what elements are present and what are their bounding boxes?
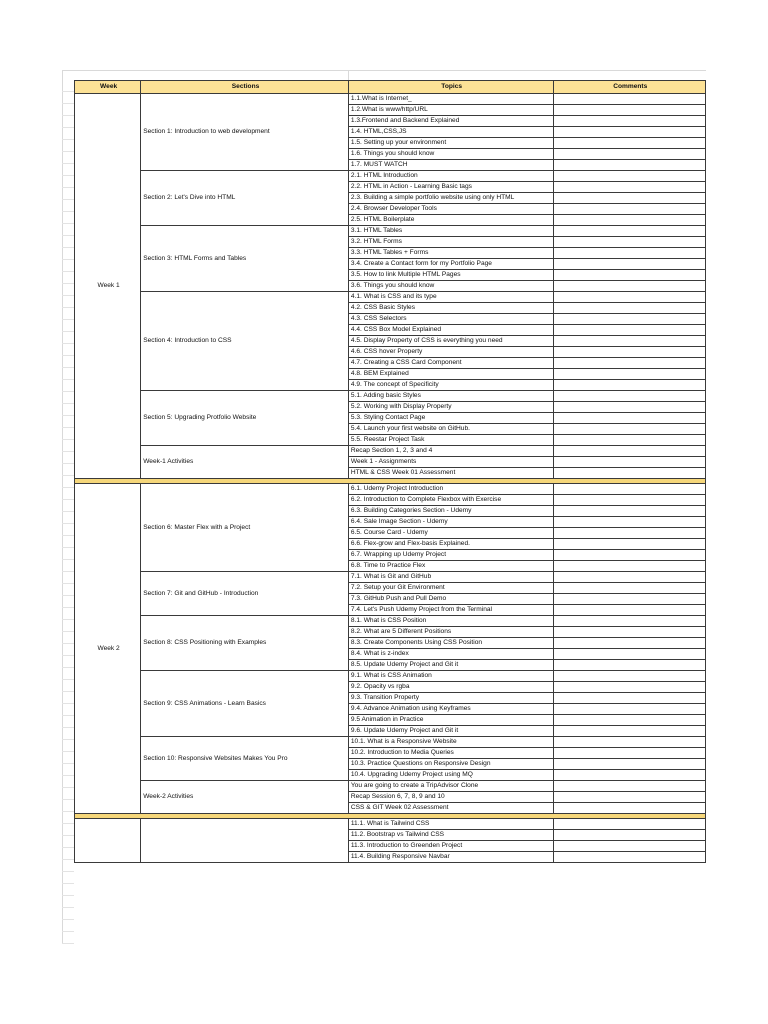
- topic-cell[interactable]: 6.2. Introduction to Complete Flexbox with Exercise: [348, 495, 553, 506]
- comment-cell[interactable]: [553, 193, 706, 204]
- section-cell[interactable]: Section 4: Introduction to CSS: [141, 292, 349, 391]
- comment-cell[interactable]: [553, 704, 706, 715]
- section-cell[interactable]: Section 8: CSS Positioning with Examples: [141, 616, 349, 671]
- row-gutter-cell: [62, 404, 74, 416]
- topic-cell[interactable]: 1.5. Setting up your environment: [348, 138, 553, 149]
- topic-cell[interactable]: 8.4. What is z-index: [348, 649, 553, 660]
- table-row: [75, 616, 706, 627]
- comment-cell[interactable]: [553, 149, 706, 160]
- schedule-body: [75, 94, 706, 863]
- row-gutter-cell: [62, 476, 74, 488]
- comment-cell[interactable]: [553, 402, 706, 413]
- row-gutter-cell: [62, 596, 74, 608]
- section-cell[interactable]: Section 1: Introduction to web development: [141, 94, 349, 171]
- row-gutter-cell: [62, 80, 74, 92]
- row-gutter-cell: [62, 896, 74, 908]
- row-gutter-cell: [62, 716, 74, 728]
- row-gutter-cell: [62, 284, 74, 296]
- comment-cell[interactable]: [553, 314, 706, 325]
- comment-cell[interactable]: [553, 248, 706, 259]
- topic-cell[interactable]: 1.3.Frontend and Backend Explained: [348, 116, 553, 127]
- topic-cell[interactable]: 2.2. HTML in Action - Learning Basic tags: [348, 182, 553, 193]
- comment-cell[interactable]: [553, 726, 706, 737]
- comment-cell[interactable]: [553, 182, 706, 193]
- comment-cell[interactable]: [553, 226, 706, 237]
- topic-cell[interactable]: 9.5 Animation in Practice: [348, 715, 553, 726]
- row-gutter-cell: [62, 548, 74, 560]
- row-gutter-cell: [62, 872, 74, 884]
- topic-cell[interactable]: 6.5. Course Card - Udemy: [348, 528, 553, 539]
- row-gutter-cell: [62, 92, 74, 104]
- row-gutter-cell: [62, 428, 74, 440]
- row-gutter-cell: [62, 632, 74, 644]
- row-gutter-cell: [62, 764, 74, 776]
- topics-header[interactable]: Topics: [348, 81, 553, 94]
- comment-cell[interactable]: [553, 682, 706, 693]
- comment-cell[interactable]: [553, 446, 706, 457]
- row-gutter-cell: [62, 812, 74, 824]
- comment-cell[interactable]: [553, 369, 706, 380]
- section-cell[interactable]: Section 7: Git and GitHub - Introduction: [141, 572, 349, 616]
- topic-cell[interactable]: Week 1 - Assignments: [348, 457, 553, 468]
- section-cell[interactable]: Section 10: Responsive Websites Makes You Pro: [141, 737, 349, 781]
- topic-cell[interactable]: 11.4. Building Responsive Navbar: [348, 852, 553, 863]
- row-gutter-cell: [62, 728, 74, 740]
- comment-cell[interactable]: [553, 819, 706, 830]
- comment-cell[interactable]: [553, 336, 706, 347]
- table-row: [75, 572, 706, 583]
- table-row: [75, 391, 706, 402]
- table-row: [75, 819, 706, 830]
- topic-cell[interactable]: 2.4. Browser Developer Tools: [348, 204, 553, 215]
- row-gutter-cell: [62, 320, 74, 332]
- row-gutter-cell: [62, 176, 74, 188]
- comment-cell[interactable]: [553, 830, 706, 841]
- row-gutter-cell: [62, 368, 74, 380]
- topic-cell[interactable]: 3.5. How to link Multiple HTML Pages: [348, 270, 553, 281]
- topic-cell[interactable]: 1.7. MUST WATCH: [348, 160, 553, 171]
- comment-cell[interactable]: [553, 94, 706, 105]
- comment-cell[interactable]: [553, 237, 706, 248]
- comment-cell[interactable]: [553, 358, 706, 369]
- comment-cell[interactable]: [553, 649, 706, 660]
- comment-cell[interactable]: [553, 325, 706, 336]
- topic-cell[interactable]: 9.3. Transition Property: [348, 693, 553, 704]
- row-gutter-cell: [62, 212, 74, 224]
- row-gutter-cell: [62, 848, 74, 860]
- row-gutter-cell: [62, 116, 74, 128]
- row-gutter-cell: [62, 224, 74, 236]
- row-gutter-cell: [62, 260, 74, 272]
- topic-cell[interactable]: 7.3. GitHub Push and Pull Demo: [348, 594, 553, 605]
- row-gutter-cell: [62, 512, 74, 524]
- topic-cell[interactable]: CSS & GIT Week 02 Assessment: [348, 803, 553, 814]
- row-gutter-cell: [62, 752, 74, 764]
- topic-cell[interactable]: You are going to create a TripAdvisor Clone: [348, 781, 553, 792]
- section-cell[interactable]: Week-2 Activities: [141, 781, 349, 814]
- topic-cell[interactable]: 2.5. HTML Boilerplate: [348, 215, 553, 226]
- topic-cell[interactable]: 10.1. What is a Responsive Website: [348, 737, 553, 748]
- header-row: [75, 81, 706, 94]
- table-row: [75, 671, 706, 682]
- row-gutter-cell: [62, 152, 74, 164]
- topic-cell[interactable]: 3.1. HTML Tables: [348, 226, 553, 237]
- topic-cell[interactable]: 4.6. CSS hover Property: [348, 347, 553, 358]
- row-gutter-cell: [62, 800, 74, 812]
- topic-cell[interactable]: 2.1. HTML Introduction: [348, 171, 553, 182]
- topic-cell[interactable]: 6.6. Flex-grow and Flex-basis Explained.: [348, 539, 553, 550]
- comment-cell[interactable]: [553, 380, 706, 391]
- table-row: [75, 781, 706, 792]
- comment-cell[interactable]: [553, 748, 706, 759]
- comment-cell[interactable]: [553, 627, 706, 638]
- comment-cell[interactable]: [553, 852, 706, 863]
- table-row: [75, 171, 706, 182]
- table-row: [75, 94, 706, 105]
- topic-cell[interactable]: 5.2. Working with Display Property: [348, 402, 553, 413]
- topic-cell[interactable]: 1.6. Things you should know: [348, 149, 553, 160]
- topic-cell[interactable]: 9.4. Advance Animation using Keyframes: [348, 704, 553, 715]
- comment-cell[interactable]: [553, 792, 706, 803]
- topic-cell[interactable]: 5.1. Adding basic Styles: [348, 391, 553, 402]
- topic-cell[interactable]: 5.4. Launch your first website on GitHub.: [348, 424, 553, 435]
- grid-line-column: [348, 70, 349, 80]
- topic-cell[interactable]: 1.1.What is Internet_: [348, 94, 553, 105]
- comment-cell[interactable]: [553, 468, 706, 479]
- section-cell[interactable]: Section 6: Master Flex with a Project: [141, 484, 349, 572]
- row-gutter-cell: [62, 836, 74, 848]
- row-gutter-cell: [62, 884, 74, 896]
- comment-cell[interactable]: [553, 770, 706, 781]
- row-gutter-cell: [62, 440, 74, 452]
- course-schedule-table: [74, 80, 706, 863]
- row-gutter-cell: [62, 452, 74, 464]
- topic-cell[interactable]: 5.3. Styling Contact Page: [348, 413, 553, 424]
- topic-cell[interactable]: 3.2. HTML Forms: [348, 237, 553, 248]
- row-gutter-cell: [62, 308, 74, 320]
- comment-cell[interactable]: [553, 138, 706, 149]
- row-gutter-cell: [62, 164, 74, 176]
- topic-cell[interactable]: 11.2. Bootstrap vs Tailwind CSS: [348, 830, 553, 841]
- comment-cell[interactable]: [553, 495, 706, 506]
- section-cell[interactable]: Section 5: Upgrading Protfolio Website: [141, 391, 349, 446]
- row-gutter-cell: [62, 128, 74, 140]
- row-gutter-cell: [62, 236, 74, 248]
- comment-cell[interactable]: [553, 116, 706, 127]
- topic-cell[interactable]: 4.3. CSS Selectors: [348, 314, 553, 325]
- section-cell[interactable]: Section 3: HTML Forms and Tables: [141, 226, 349, 292]
- row-gutter-cell: [62, 464, 74, 476]
- row-gutter-cell: [62, 524, 74, 536]
- topic-cell[interactable]: 3.6. Things you should know: [348, 281, 553, 292]
- topic-cell[interactable]: 4.4. CSS Box Model Explained: [348, 325, 553, 336]
- topic-cell[interactable]: 4.8. BEM Explained: [348, 369, 553, 380]
- row-gutter-cell: [62, 272, 74, 284]
- comment-cell[interactable]: [553, 550, 706, 561]
- topic-cell[interactable]: 1.4. HTML,CSS,JS: [348, 127, 553, 138]
- week-header[interactable]: Week: [75, 81, 141, 94]
- row-gutter-cell: [62, 200, 74, 212]
- comment-cell[interactable]: [553, 715, 706, 726]
- row-gutter-cell: [62, 620, 74, 632]
- topic-cell[interactable]: 5.5. Reestar Project Task: [348, 435, 553, 446]
- comment-cell[interactable]: [553, 292, 706, 303]
- row-gutter-cell: [62, 488, 74, 500]
- comment-cell[interactable]: [553, 605, 706, 616]
- comment-cell[interactable]: [553, 413, 706, 424]
- comment-cell[interactable]: [553, 781, 706, 792]
- row-gutter-cell: [62, 536, 74, 548]
- topic-cell[interactable]: 7.1. What is Git and GitHub: [348, 572, 553, 583]
- comment-cell[interactable]: [553, 539, 706, 550]
- topic-cell[interactable]: 6.3. Building Categories Section - Udemy: [348, 506, 553, 517]
- topic-cell[interactable]: 9.1. What is CSS Animation: [348, 671, 553, 682]
- week-cell[interactable]: [75, 819, 141, 863]
- row-gutter-cell: [62, 668, 74, 680]
- row-gutter-cell: [62, 692, 74, 704]
- topic-cell[interactable]: 6.4. Sale Image Section - Udemy: [348, 517, 553, 528]
- row-gutter-cell: [62, 416, 74, 428]
- topic-cell[interactable]: 2.3. Building a simple portfolio website using only HTML: [348, 193, 553, 204]
- sections-header[interactable]: Sections: [141, 81, 349, 94]
- row-gutter-cell: [62, 332, 74, 344]
- comments-header[interactable]: Comments: [553, 81, 706, 94]
- row-gutter-cell: [62, 776, 74, 788]
- comment-cell[interactable]: [553, 671, 706, 682]
- row-gutter-cell: [62, 608, 74, 620]
- topic-cell[interactable]: 4.9. The concept of Specificity: [348, 380, 553, 391]
- table-row: [75, 484, 706, 495]
- comment-cell[interactable]: [553, 435, 706, 446]
- comment-cell[interactable]: [553, 281, 706, 292]
- row-gutter-cell: [62, 104, 74, 116]
- row-gutter-cell: [62, 908, 74, 920]
- table-row: [75, 226, 706, 237]
- topic-cell[interactable]: 6.8. Time to Practice Flex: [348, 561, 553, 572]
- table-row: [75, 737, 706, 748]
- row-gutter-cell: [62, 380, 74, 392]
- topic-cell[interactable]: 4.5. Display Property of CSS is everything you need: [348, 336, 553, 347]
- topic-cell[interactable]: Recap Session 6, 7, 8, 9 and 10: [348, 792, 553, 803]
- week-cell[interactable]: Week 2: [75, 484, 141, 814]
- comment-cell[interactable]: [553, 259, 706, 270]
- comment-cell[interactable]: [553, 127, 706, 138]
- row-gutter-cell: [62, 140, 74, 152]
- topic-cell[interactable]: 8.2. What are 5 Different Positions: [348, 627, 553, 638]
- section-cell[interactable]: [141, 819, 349, 863]
- row-gutter-cell: [62, 704, 74, 716]
- topic-cell[interactable]: 4.7. Creating a CSS Card Component: [348, 358, 553, 369]
- topic-cell[interactable]: HTML & CSS Week 01 Assessment: [348, 468, 553, 479]
- table-row: [75, 446, 706, 457]
- comment-cell[interactable]: [553, 204, 706, 215]
- row-gutter-cell: [62, 560, 74, 572]
- comment-cell[interactable]: [553, 693, 706, 704]
- comment-cell[interactable]: [553, 506, 706, 517]
- comment-cell[interactable]: [553, 424, 706, 435]
- topic-cell[interactable]: 7.4. Let's Push Udemy Project from the Terminal: [348, 605, 553, 616]
- topic-cell[interactable]: 8.5. Update Udemy Project and Git it: [348, 660, 553, 671]
- topic-cell[interactable]: 11.3. Introduction to Greenden Project: [348, 841, 553, 852]
- row-gutter-cell: [62, 824, 74, 836]
- comment-cell[interactable]: [553, 457, 706, 468]
- topic-cell[interactable]: 10.2. Introduction to Media Queries: [348, 748, 553, 759]
- row-gutter-cell: [62, 680, 74, 692]
- row-gutter-cell: [62, 344, 74, 356]
- row-gutter-cell: [62, 392, 74, 404]
- row-gutter-cell: [62, 644, 74, 656]
- section-cell[interactable]: Week-1 Activities: [141, 446, 349, 479]
- spreadsheet-sheet: [62, 70, 706, 944]
- comment-cell[interactable]: [553, 561, 706, 572]
- comment-cell[interactable]: [553, 270, 706, 281]
- row-gutter-cell: [62, 740, 74, 752]
- topic-cell[interactable]: 4.2. CSS Basic Styles: [348, 303, 553, 314]
- topic-cell[interactable]: 8.1. What is CSS Position: [348, 616, 553, 627]
- topic-cell[interactable]: 4.1. What is CSS and its type: [348, 292, 553, 303]
- comment-cell[interactable]: [553, 171, 706, 182]
- comment-cell[interactable]: [553, 105, 706, 116]
- comment-cell[interactable]: [553, 803, 706, 814]
- topic-cell[interactable]: 3.3. HTML Tables + Forms: [348, 248, 553, 259]
- comment-cell[interactable]: [553, 572, 706, 583]
- row-gutter-cell: [62, 500, 74, 512]
- topic-cell[interactable]: Recap Section 1, 2, 3 and 4: [348, 446, 553, 457]
- grid-line-top: [62, 70, 706, 71]
- row-gutter-cell: [62, 860, 74, 872]
- comment-cell[interactable]: [553, 737, 706, 748]
- comment-cell[interactable]: [553, 347, 706, 358]
- topic-cell[interactable]: 8.3. Create Components Using CSS Position: [348, 638, 553, 649]
- topic-cell[interactable]: 9.6. Update Udemy Project and Git it: [348, 726, 553, 737]
- table-row: [75, 292, 706, 303]
- comment-cell[interactable]: [553, 583, 706, 594]
- comment-cell[interactable]: [553, 616, 706, 627]
- comment-cell[interactable]: [553, 517, 706, 528]
- row-gutter-cell: [62, 248, 74, 260]
- row-gutter-cell: [62, 296, 74, 308]
- topic-cell[interactable]: 11.1. What is Tailwind CSS: [348, 819, 553, 830]
- comment-cell[interactable]: [553, 215, 706, 226]
- comment-cell[interactable]: [553, 303, 706, 314]
- row-gutter-cell: [62, 584, 74, 596]
- week-cell[interactable]: Week 1: [75, 94, 141, 479]
- topic-cell[interactable]: 9.2. Opacity vs rgba: [348, 682, 553, 693]
- comment-cell[interactable]: [553, 594, 706, 605]
- topic-cell[interactable]: 10.4. Upgrading Udemy Project using MQ: [348, 770, 553, 781]
- row-gutter-cell: [62, 188, 74, 200]
- topic-cell[interactable]: 6.7. Wrapping up Udemy Project: [348, 550, 553, 561]
- comment-cell[interactable]: [553, 484, 706, 495]
- row-gutter-cell: [62, 572, 74, 584]
- comment-cell[interactable]: [553, 391, 706, 402]
- row-gutter-cell: [62, 788, 74, 800]
- row-gutter-cell: [62, 656, 74, 668]
- comment-cell[interactable]: [553, 160, 706, 171]
- comment-cell[interactable]: [553, 528, 706, 539]
- topic-cell[interactable]: 10.3. Practice Questions on Responsive Design: [348, 759, 553, 770]
- row-gutter-cell: [62, 356, 74, 368]
- topic-cell[interactable]: 7.2. Setup your Git Environment: [348, 583, 553, 594]
- section-cell[interactable]: Section 9: CSS Animations - Learn Basics: [141, 671, 349, 737]
- topic-cell[interactable]: 3.4. Create a Contact form for my Portfolio Page: [348, 259, 553, 270]
- topic-cell[interactable]: 1.2.What is www/http/URL: [348, 105, 553, 116]
- comment-cell[interactable]: [553, 759, 706, 770]
- comment-cell[interactable]: [553, 841, 706, 852]
- section-cell[interactable]: Section 2: Let's Dive into HTML: [141, 171, 349, 226]
- comment-cell[interactable]: [553, 638, 706, 649]
- topic-cell[interactable]: 6.1. Udemy Project Introduction: [348, 484, 553, 495]
- row-gutter-cell: [62, 920, 74, 932]
- row-gutter-cell: [62, 932, 74, 944]
- comment-cell[interactable]: [553, 660, 706, 671]
